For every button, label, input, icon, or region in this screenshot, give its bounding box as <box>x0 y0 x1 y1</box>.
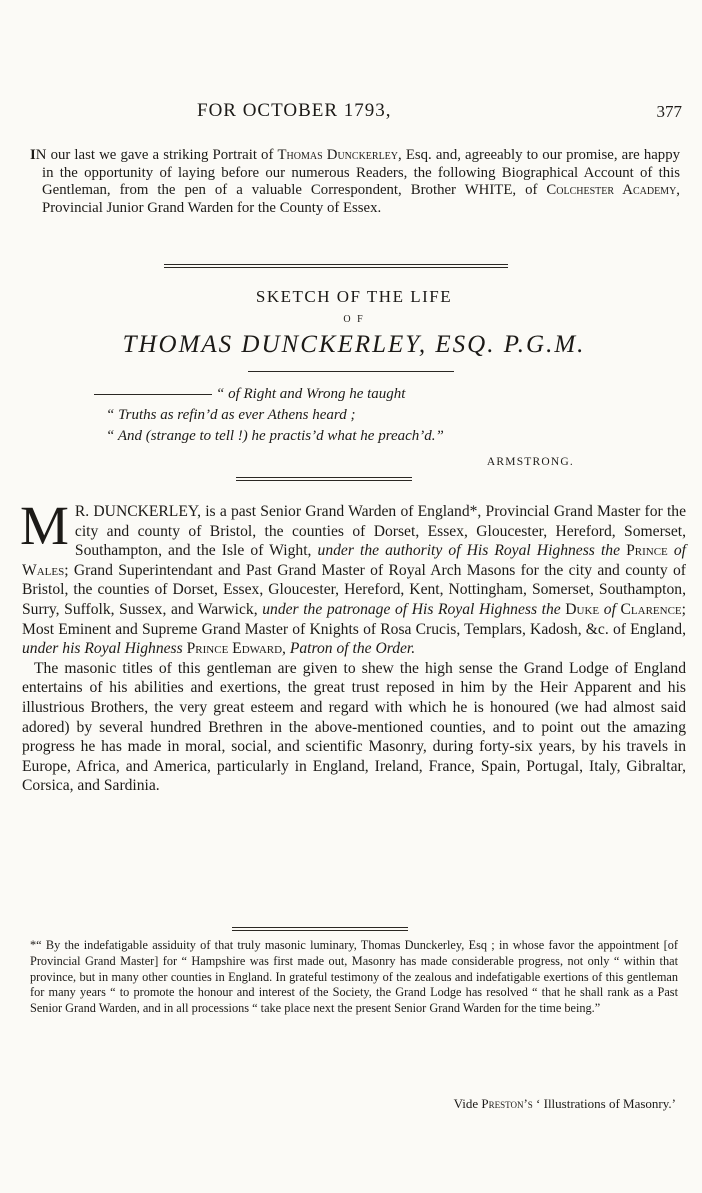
subject-name-title: THOMAS DUNCKERLEY, ESQ. P.G.M. <box>122 331 586 358</box>
epigraph-rule <box>236 477 412 478</box>
running-head-title: FOR OCTOBER 1793, <box>197 100 392 121</box>
running-head <box>22 100 686 126</box>
italic-text: of <box>673 542 687 560</box>
intro-initial: I <box>30 147 36 163</box>
intro-name: Thomas Dunckerley <box>277 147 399 163</box>
body-text: R. DUNCKERLEY, is a past Senior Grand Warden of England*, Provincial Grand Master for the city and county of Bristol, the counties of Dorset, Essex, Gloucester, Hereford, Somerset, Southampton, and the Isle of Wight, <box>74 503 686 560</box>
small-caps-text: Wales <box>22 561 65 579</box>
epigraph-attribution: ARMSTRONG. <box>486 456 574 468</box>
small-caps-text: Duke <box>565 600 600 618</box>
document-page <box>22 0 686 1193</box>
title-rule <box>248 371 454 372</box>
epigraph-line-3: “ And (strange to tell !) he practis’d what he preach’d.” <box>106 428 444 444</box>
epigraph-line-2: “ Truths as refin’d as ever Athens heard ; <box>106 407 356 423</box>
italic-text: under the patronage of His Royal Highness the <box>262 600 561 618</box>
epigraph <box>62 384 622 447</box>
epigraph-dash <box>94 394 212 395</box>
italic-text: , Patron of the Order. <box>282 640 416 658</box>
body-paragraph-2: The masonic titles of this gentleman are given to shew the high sense the Grand Lodge of England entertains of his abilities and exertions, the great trust reposed in him by the Heir Apparent and his illustrious Brothers, the very great esteem and regard with which he is honoured (we had almost said adored) by several hundred Brethren in the above-mentioned counties, and to point out the amazing progress he has made in moral, social, and scientific Masonry, during forty-six years, by his travels in Europe, Africa, and America, particularly in England, Ireland, France, Spain, Portugal, Italy, Gibraltar, Corsica, and Sardinia. <box>22 659 686 795</box>
footnote-rule <box>232 927 408 928</box>
source-title: ‘ Illustrations of Masonry.’ <box>536 1096 676 1111</box>
body-paragraph-1 <box>20 495 687 659</box>
intro-text-2: , Esq. and, agreeably to our promise, are happy in the opportunity of laying before our numerous Readers, the following Biographical Account of this Gentleman, from the pen of a valuable Correspondent, Brother WHITE, of <box>42 147 680 199</box>
main-text <box>20 495 687 796</box>
separator-rule <box>164 264 508 265</box>
small-caps-text: Clarence <box>620 600 682 618</box>
page-number: 377 <box>656 102 682 121</box>
small-caps-text: Prince Edward <box>186 640 283 658</box>
intro-text-3: , Provincial Junior Grand Warden for the County of Essex. <box>42 182 680 216</box>
small-caps-text: Prince <box>626 542 668 560</box>
sketch-title: SKETCH OF THE LIFE <box>255 287 453 306</box>
italic-text: under his Royal Highness <box>22 640 183 658</box>
introductory-paragraph <box>30 147 680 217</box>
footnote-text: *“ By the indefatigable assiduity of that truly masonic luminary, Thomas Dunckerley, Esq ; in whose favor the appointment [of Provincial Grand Master] for “ Hampshire was first made out, Masonry has made considerable progress, not only “ within that province, but in many other counties in England. In grateful testimony of the zealous and indefatigable exertions of this gentleman for many years “ to promote the honour and interest of the Society, the Grand Lodge has resolved “ that he shall rank as a Past Senior Grand Warden, and in all processions “ take place next the present Senior Grand Warden for the time being.” <box>30 938 678 1016</box>
body-text: ; Most Eminent and Supreme Grand Master of Knights of Rosa Crucis, Templars, Kadosh, &c. of England, <box>22 600 686 638</box>
intro-text-1: N our last we gave a striking Portrait of <box>35 147 278 163</box>
intro-academy: Colchester Academy <box>546 182 677 199</box>
italic-text: of <box>603 600 616 618</box>
title-of: O F <box>343 314 365 325</box>
footnote <box>30 938 678 1017</box>
italic-text: under the authority of His Royal Highness the <box>317 542 620 560</box>
drop-cap: M <box>20 495 69 556</box>
body-text: ; Grand Superintendant and Past Grand Master of Royal Arch Masons for the city and county of Bristol, the counties of Dorset, Essex, Gloucester, Hereford, Kent, Nottingham, Somerset, Southampton, Surry, Suffolk, Sussex, and Warwick, <box>22 561 686 618</box>
epigraph-line-1: “ of Right and Wrong he taught <box>216 386 406 402</box>
source-vide: Vide <box>453 1096 479 1111</box>
footnote-source <box>454 1096 676 1112</box>
source-author: Preston’s <box>481 1096 533 1111</box>
